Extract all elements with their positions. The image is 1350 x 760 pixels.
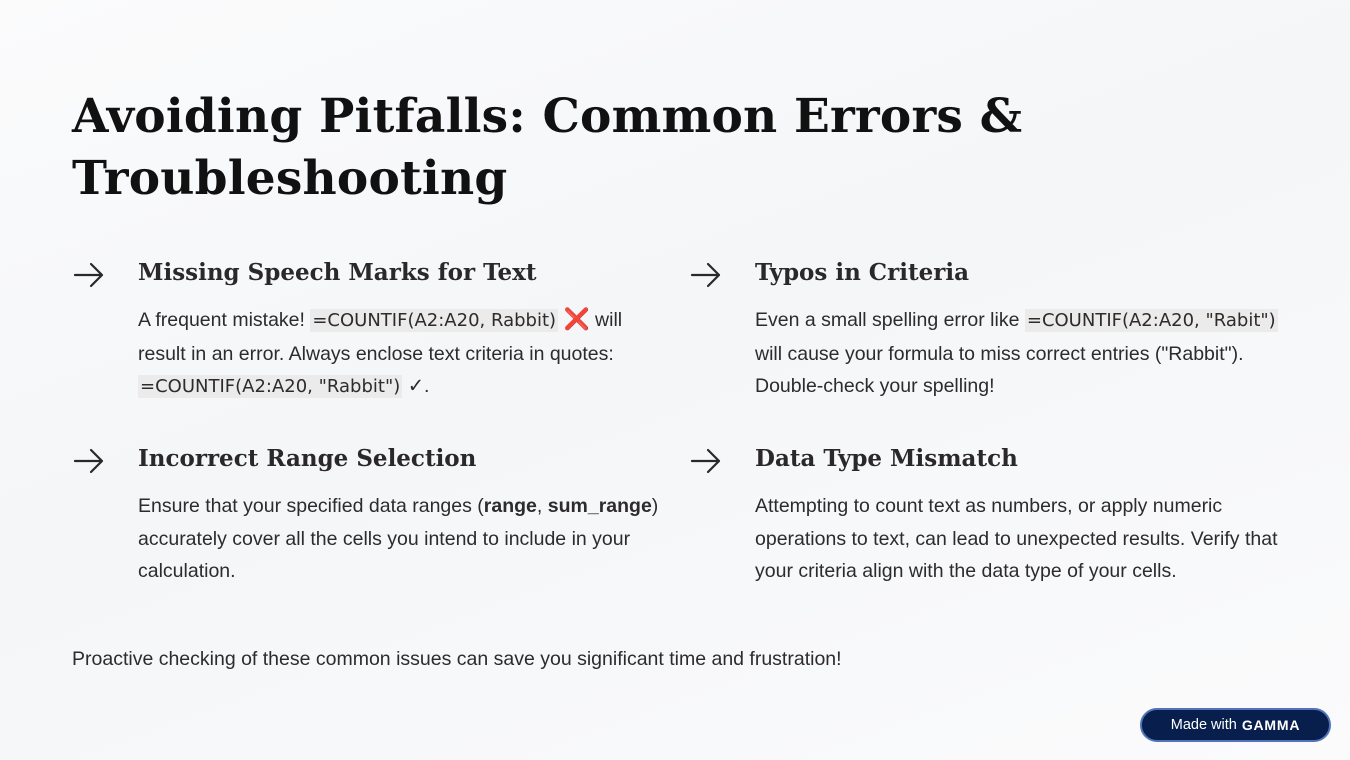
arrow-right-icon — [689, 446, 723, 476]
closing-note: Proactive checking of these common issues can save you significant time and frustration! — [72, 648, 842, 670]
pitfall-description: Even a small spelling error like =COUNTIF(A2:A20, "Rabit") will cause your formula to miss correct entries ("Rabbit"). Double-check your spelling! — [755, 309, 1276, 397]
pitfall-heading: Typos in Criteria — [755, 259, 969, 286]
arrow-right-icon — [689, 260, 723, 290]
arrow-right-icon — [72, 260, 106, 290]
pitfall-heading: Data Type Mismatch — [755, 445, 1018, 472]
pitfall-description: A frequent mistake! =COUNTIF(A2:A20, Rabbit) ❌ will result in an error. Always enclose text criteria in quotes: =COUNTIF(A2:A20, "Rabbit") ✓. — [138, 308, 623, 397]
arrow-right-icon — [72, 446, 106, 476]
check-mark-icon: ✓ — [407, 375, 425, 397]
formula-snippet: =COUNTIF(A2:A20, "Rabbit") — [140, 376, 401, 397]
page-title: Avoiding Pitfalls: Common Errors & Troubleshooting — [72, 89, 1023, 206]
term-range: range — [483, 495, 537, 517]
gamma-logo: GAMMA — [1241, 717, 1301, 733]
pitfall-item-typos-in-criteria — [689, 256, 1289, 406]
made-with-gamma-badge[interactable] — [1140, 708, 1331, 742]
formula-snippet: =COUNTIF(A2:A20, "Rabit") — [1026, 310, 1276, 331]
pitfall-item-missing-speech-marks — [72, 256, 632, 406]
pitfall-item-data-type-mismatch — [689, 442, 1289, 622]
pitfall-description: Attempting to count text as numbers, or apply numeric operations to text, can lead to unexpected results. Verify that your criteria align with the data type of your cells. — [755, 495, 1278, 582]
term-sum-range: sum_range — [547, 495, 652, 517]
cross-mark-icon: ❌ — [563, 308, 590, 331]
pitfall-heading: Incorrect Range Selection — [138, 445, 477, 472]
pitfall-heading: Missing Speech Marks for Text — [138, 259, 537, 286]
formula-snippet: =COUNTIF(A2:A20, Rabbit) — [312, 310, 557, 331]
pitfall-description: Ensure that your specified data ranges (range, sum_range) accurately cover all the cells you intend to include in your calculation. — [138, 495, 659, 582]
pitfall-item-incorrect-range — [72, 442, 672, 592]
badge-prefix: Made with — [1170, 717, 1237, 733]
